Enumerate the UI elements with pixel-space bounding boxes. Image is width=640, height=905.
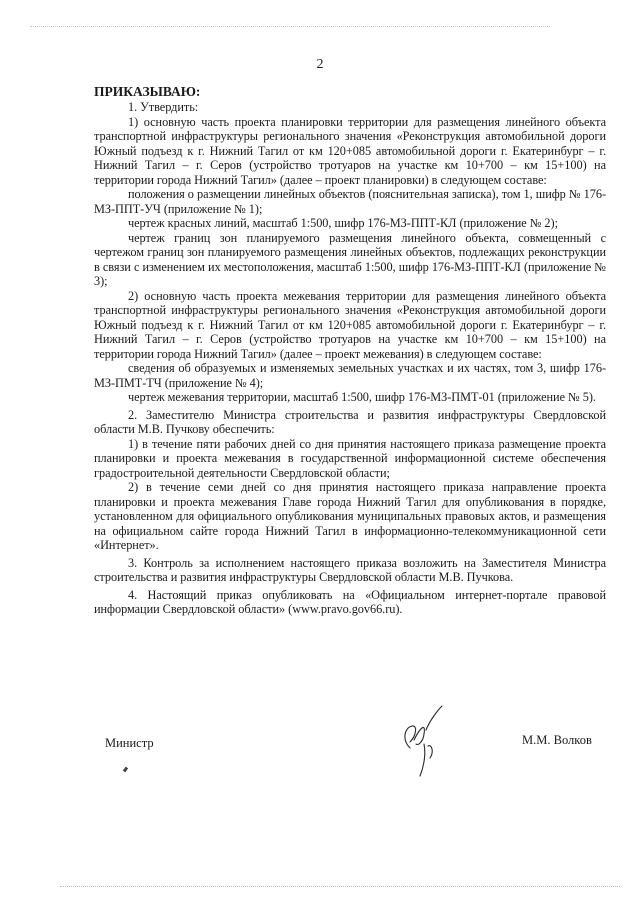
paragraph-duty-send-head: 2) в течение семи дней со дня принятия настоящего приказа направление проекта планировки и проекта межевания Главе города Нижний Тагил для опубликования в порядке, установленном для официального опубликования муниципальных правовых актов, и размещения на официальном сайте города Нижний Тагил в информационно-телекоммуникационной сети «Интернет». [94, 480, 606, 552]
paragraph-planning-project: 1) основную часть проекта планировки территории для размещения линейного объекта транспортной инфраструктуры регионального значения «Реконструкция автомобильной дороги Южный подъезд к г. Нижний Тагил от км 120+085 автомобильной дороги г. Екатеринбург – г. Нижний Тагил – г. Серов (устройство тротуаров на участке км 10+700 – км 15+100) на территории города Нижний Тагил» (далее – проект планировки) в следующем составе: [94, 114, 606, 187]
paragraph-survey-project: 2) основную часть проекта межевания территории для размещения линейного объекта транспортной инфраструктуры регионального значения «Реконструкция автомобильной дороги Южный подъезд к г. Нижний Тагил от км 120+085 автомобильной дороги г. Екатеринбург – г. Нижний Тагил – г. Серов (устройство тротуаров на участке км 10+700 – км 15+100) на территории города Нижний Тагил» (далее – проект межевания) в следующем составе: [94, 288, 606, 361]
paragraph-approve: 1. Утвердить: [128, 100, 199, 114]
paragraph-duty-publish-system: 1) в течение пяти рабочих дней со дня принятия настоящего приказа размещение проекта планировки и проекта межевания в государственной информационной системе обеспечения градостроительной деятельности Свердловской области; [94, 436, 606, 480]
order-heading: ПРИКАЗЫВАЮ: [94, 84, 201, 99]
paragraph-planning-annex-1: положения о размещении линейных объектов (пояснительная записка), том 1, шифр № 176-МЗ-ППТ-УЧ (приложение № 1); [94, 187, 606, 216]
paragraph-survey-annex-5: чертеж межевания территории, масштаб 1:500, шифр 176-МЗ-ПМТ-01 (приложение № 5). [128, 390, 596, 404]
paragraph-control: 3. Контроль за исполнением настоящего приказа возложить на Заместителя Министра строительства и развития инфраструктуры Свердловской области М.В. Пучкова. [94, 555, 606, 584]
paragraph-publication: 4. Настоящий приказ опубликовать на «Официальном интернет-портале правовой информации Свердловской области» (www.pravo.gov66.ru). [94, 587, 606, 616]
paragraph-planning-annex-3: чертеж границ зон планируемого размещения линейного объекта, совмещенный с чертежом границ зон планируемого размещения линейных объектов, подлежащих реконструкции в связи с изменением их местоположения, масштаб 1:500, шифр 176-МЗ-ППТ-КЛ (приложение № 3); [94, 230, 606, 288]
signer-position: Министр [105, 736, 154, 750]
order-body [94, 100, 606, 617]
signer-name: М.М. Волков [522, 733, 592, 747]
paragraph-survey-annex-4: сведения об образуемых и изменяемых земельных участках и их частях, том 3, шифр 176-МЗ-ПМТ-ТЧ (приложение № 4); [94, 361, 606, 390]
scan-artifact-bottom [60, 886, 620, 887]
paragraph-planning-annex-2: чертеж красных линий, масштаб 1:500, шифр 176-МЗ-ППТ-КЛ (приложение № 2); [128, 216, 558, 230]
scan-artifact-top [30, 26, 550, 27]
handwritten-signature [380, 700, 455, 780]
page-number: 2 [316, 57, 324, 72]
scan-artifact-mark [123, 767, 128, 773]
paragraph-deputy-duties: 2. Заместителю Министра строительства и развития инфраструктуры Свердловской области М.В. Пучкову обеспечить: [94, 407, 606, 436]
